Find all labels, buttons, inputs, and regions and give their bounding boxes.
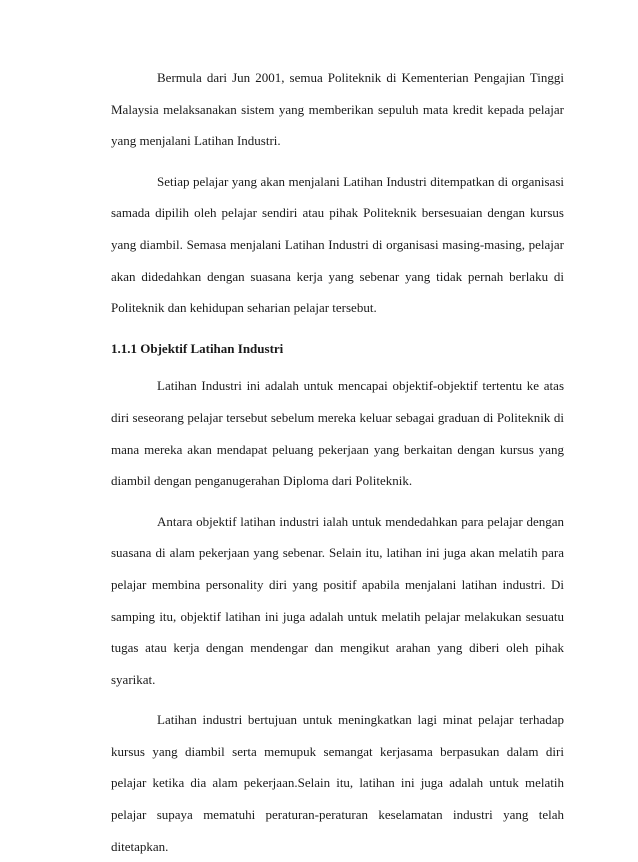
document-body <box>111 62 564 862</box>
paragraph-intro-2: Setiap pelajar yang akan menjalani Latihan Industri ditempatkan di organisasi samada dipilih oleh pelajar sendiri atau pihak Politeknik bersesuaian dengan kursus yang diambil. Semasa menjalani Latihan Industri di organisasi masing-masing, pelajar akan didedahkan dengan suasana kerja yang sebenar yang tidak pernah berlaku di Politeknik dan kehidupan seharian pelajar tersebut. <box>111 173 564 316</box>
paragraph-intro-1: Bermula dari Jun 2001, semua Politeknik di Kementerian Pengajian Tinggi Malaysia melaksanakan sistem yang memberikan sepuluh mata kredit kepada pelajar yang menjalani Latihan Industri. <box>111 70 564 149</box>
paragraph-section-1: Latihan Industri ini adalah untuk mencapai objektif-objektif tertentu ke atas diri seseorang pelajar tersebut sebelum mereka keluar sebagai graduan di Politeknik di mana mereka akan mendapat peluang pekerjaan yang berkaitan dengan kursus yang diambil dengan penganugerahan Diploma dari Politeknik. <box>111 378 564 489</box>
paragraph-section-2: Antara objektif latihan industri ialah untuk mendedahkan para pelajar dengan suasana di alam pekerjaan yang sebenar. Selain itu, latihan ini juga akan melatih para pelajar membina personality diri yang positif apabila menjalani latihan industri. Di samping itu, objektif latihan ini juga adalah untuk melatih pelajar melakukan sesuatu tugas atau kerja dengan mendengar dan mengikut arahan yang diberi oleh pihak syarikat. <box>111 513 564 687</box>
section-heading: 1.1.1 Objektif Latihan Industri <box>111 340 284 356</box>
paragraph-section-3: Latihan industri bertujuan untuk meningkatkan lagi minat pelajar terhadap kursus yang diambil serta memupuk semangat kerjasama berpasukan dalam diri pelajar ketika dia alam pekerjaan.Selain itu, latihan ini juga adalah untuk melatih pelajar supaya mematuhi peraturan-peraturan keselamatan industri yang telah ditetapkan. <box>111 712 564 854</box>
